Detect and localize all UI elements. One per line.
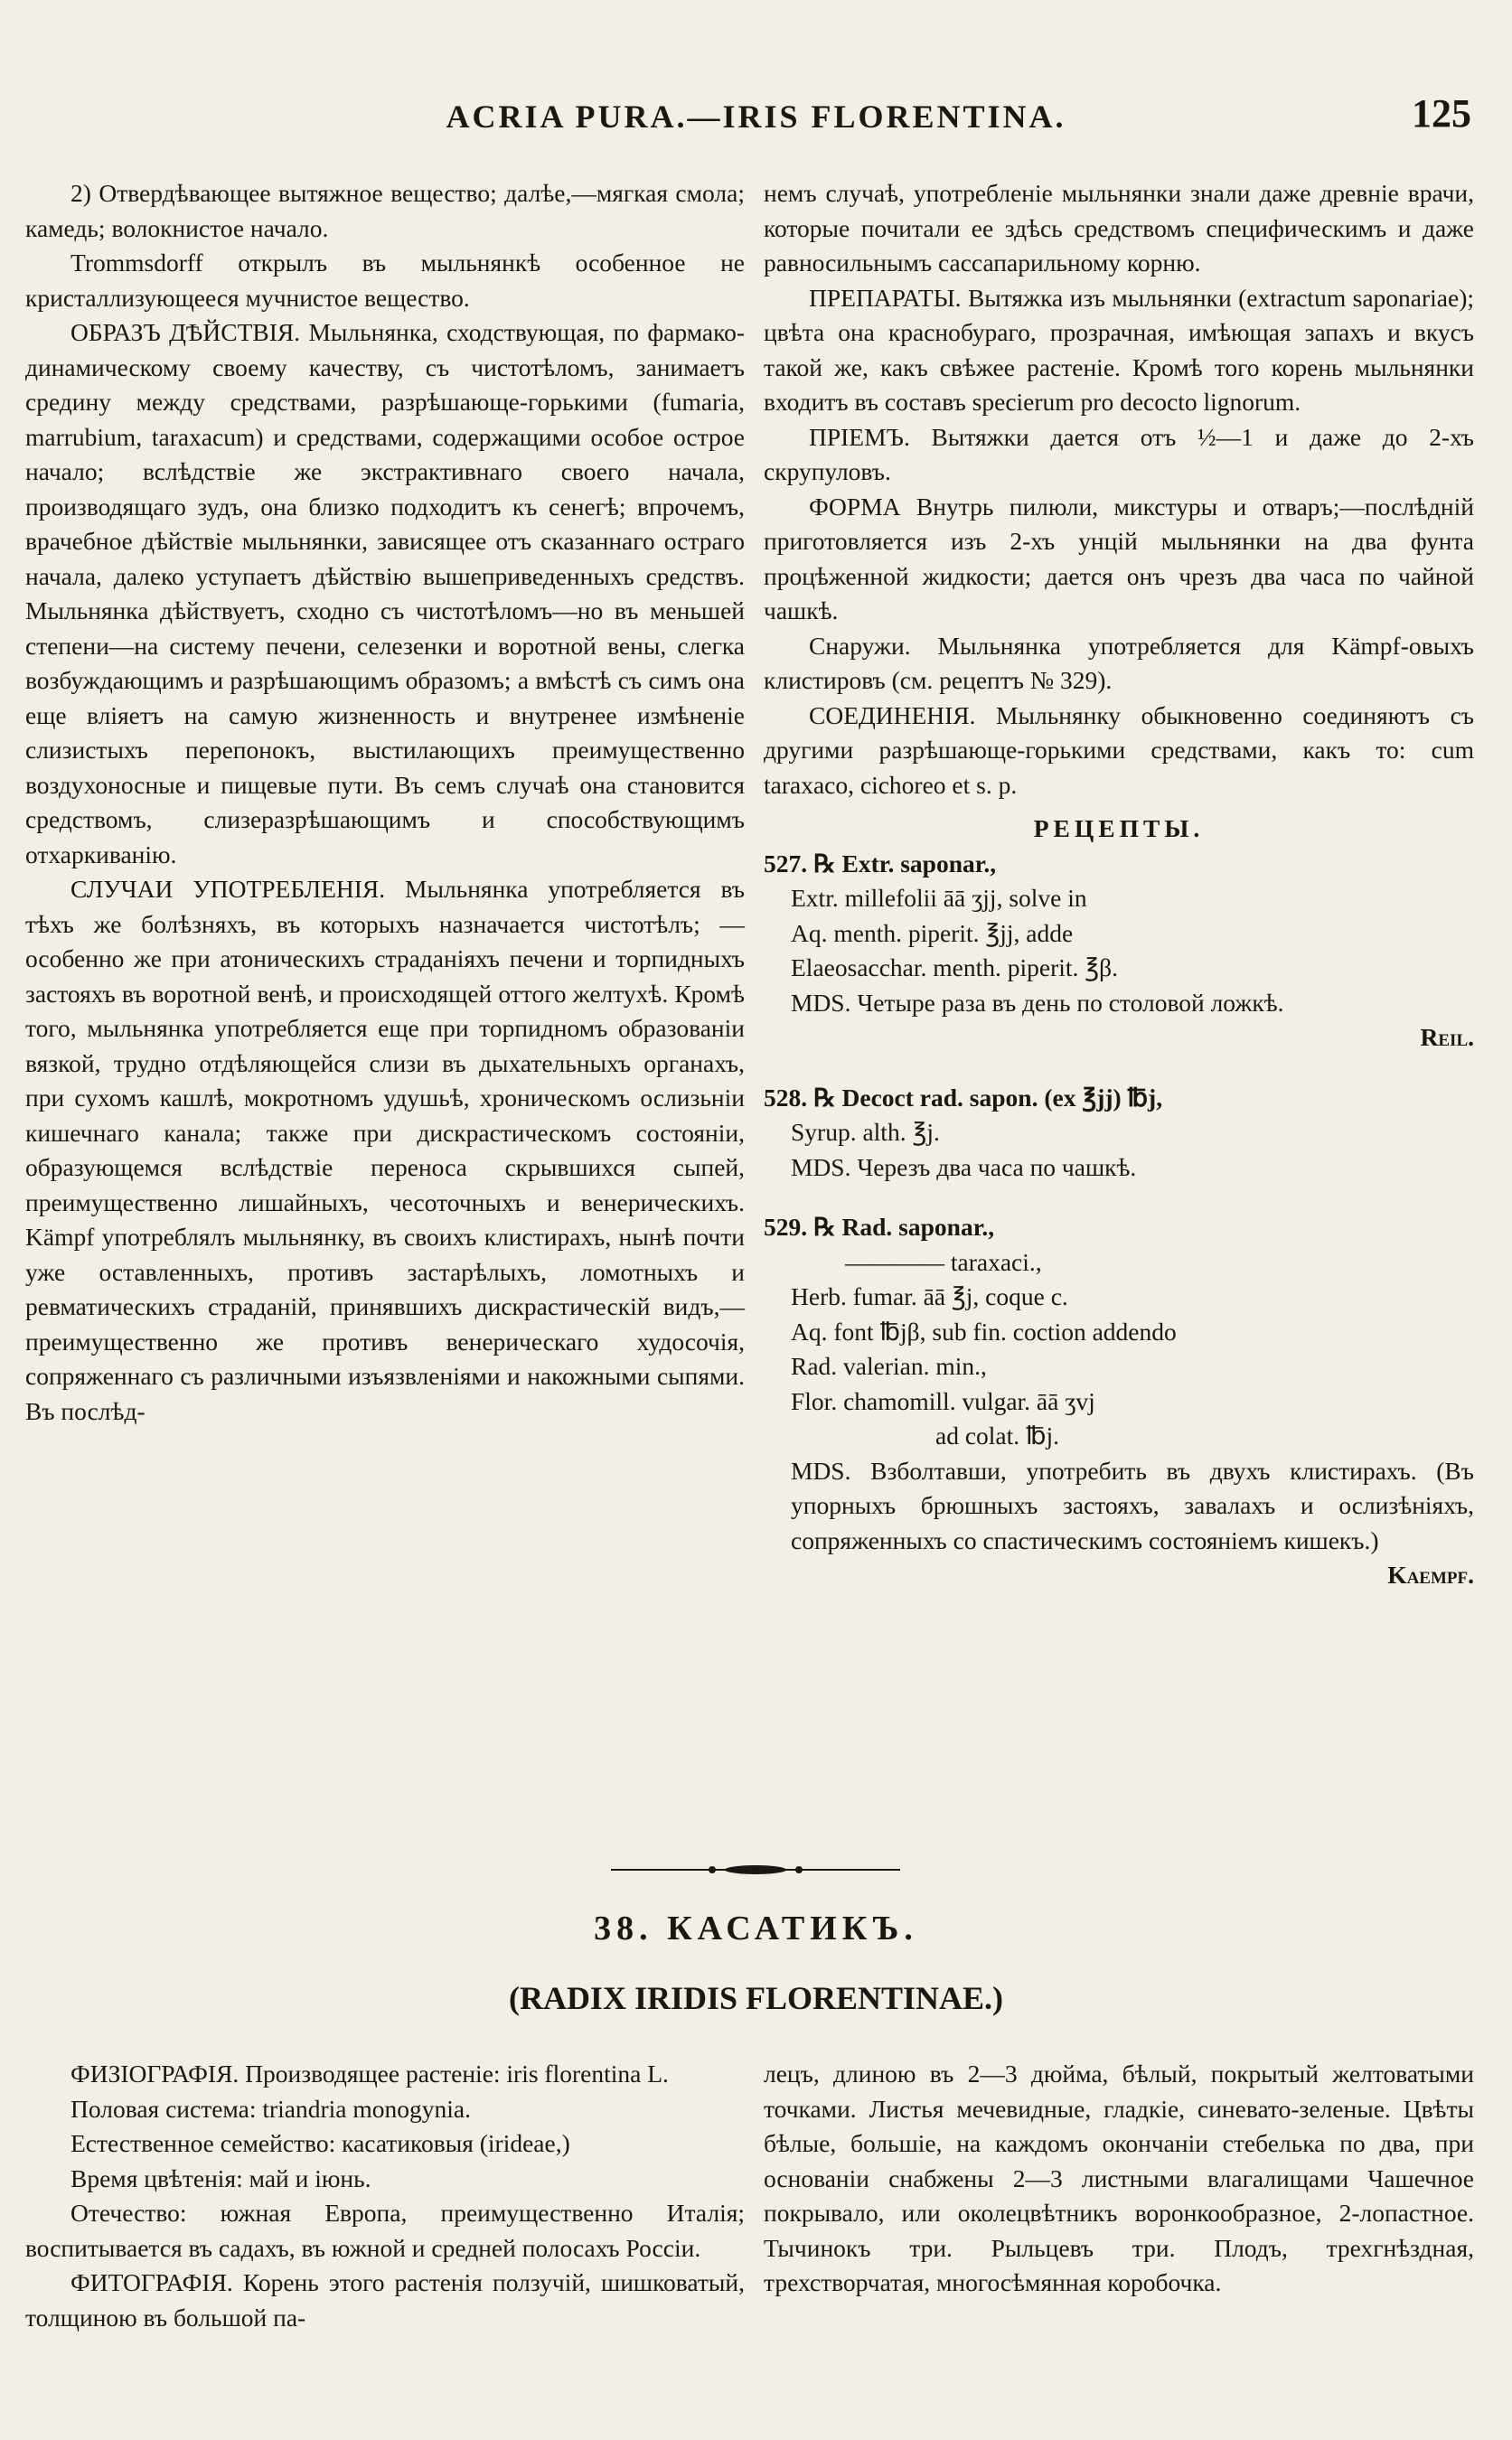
recipe-line: Flor. chamomill. vulgar. āā ʒvj [791, 1386, 1095, 1415]
paragraph: ФИЗІОГРАФІЯ. Производящее растеніе: iris florentina L. [70, 2060, 669, 2088]
page-number: 125 [1412, 91, 1471, 136]
right-column [764, 176, 1474, 1593]
section-title: 38. КАСАТИКЪ. [594, 1910, 918, 1947]
recipe-line: MDS. Четыре раза въ день по столовой ложкѣ. [791, 988, 1284, 1017]
paragraph: лецъ, длиною въ 2—3 дюйма, бѣлый, покрытый желтоватыми точками. Листья мечевидные, гладкіе, синевато-зеленые. Цвѣты бѣлые, большіе, на каждомъ окончаніи стебелька по два, при основаніи снабжены 2—3 листными влагалищами Чашечное покрывало, или околецвѣтникъ воронкообразное, 2-лопастное. Тычинокъ три. Рыльцевъ три. Плодъ, трехгнѣздная, трехстворчатая, многосѣмянная коробочка. [764, 2060, 1474, 2296]
recipe-528 [764, 1081, 1474, 1186]
paragraph: Trommsdorff открылъ въ мыльнянкѣ особенное не кристаллизующееся мучнистое вещество. [25, 249, 745, 312]
paragraph: Отечество: южная Европа, преимущественно Италія; воспитывается въ садахъ, въ южной и средней полосахъ Россіи. [25, 2199, 745, 2262]
paragraph: 2) Отвердѣвающее вытяжное вещество; далѣе,—мягкая смола; камедь; волокнистое начало. [25, 179, 745, 242]
recipe-line: ———— taraxaci., [845, 1247, 1042, 1276]
bottom-left-column [25, 2057, 745, 2335]
recipe-line: MDS. Черезъ два часа по чашкѣ. [791, 1152, 1137, 1181]
paragraph: Естественное семейство: касатиковыя (irideae,) [70, 2129, 570, 2157]
recipe-line: Herb. fumar. āā ℥j, coque c. [791, 1282, 1068, 1310]
paragraph: Снаружи. Мыльнянка употребляется для Kämpf-овыхъ клистировъ (см. рецептъ № 329). [764, 631, 1474, 694]
recipe-line: 527. ℞ Extr. saponar., [764, 849, 997, 877]
recipe-line: Aq. font ℔jβ, sub fin. coction addendo [791, 1317, 1177, 1346]
paragraph: ПРЕПАРАТЫ. Вытяжка изъ мыльнянки (extractum saponariae); цвѣта она краснобураго, прозрачная, имѣющая запахъ и вкусъ такой же, какъ свѣжее растеніе. Кромѣ того корень мыльнянки входитъ въ составъ specierum pro decocto lignorum. [764, 283, 1474, 416]
recipe-line: Elaeosacchar. menth. piperit. ℥β. [791, 953, 1119, 981]
paragraph: ФИТОГРАФІЯ. Корень этого растенія ползучій, шишковатый, толщиною въ большой па- [25, 2268, 745, 2332]
recipe-529 [764, 1210, 1474, 1593]
paragraph: немъ случаѣ, употребленіе мыльнянки знали даже древніе врачи, которые почитали ее здѣсь средствомъ специфическимъ и даже равносильнымъ сассапарильному корню. [764, 179, 1474, 277]
paragraph: Половая система: triandria monogynia. [70, 2094, 471, 2123]
left-column [25, 176, 745, 1429]
paragraph: ПРІЕМЪ. Вытяжки дается отъ ½—1 и даже до 2-хъ скрупуловъ. [764, 422, 1474, 485]
running-head: ACRIA PURA.—IRIS FLORENTINA. [446, 99, 1066, 135]
recipes-heading: РЕЦЕПТЫ. [1033, 814, 1205, 842]
recipe-author: Reil. [1420, 1023, 1474, 1051]
ornament-divider [611, 1861, 900, 1879]
section-subtitle: (RADIX IRIDIS FLORENTINAE.) [508, 1980, 1004, 2016]
recipe-527 [764, 847, 1474, 1056]
recipe-line: Aq. menth. piperit. ℥jj, adde [791, 918, 1074, 947]
recipe-line: 529. ℞ Rad. saponar., [764, 1213, 995, 1241]
recipe-line: Rad. valerian. min., [791, 1352, 987, 1380]
bottom-right-column [764, 2057, 1474, 2301]
paragraph: ФОРМА Внутрь пилюли, микстуры и отваръ;—послѣдній приготовляется изъ 2-хъ унцій мыльнянки на два фунта процѣженной жидкости; дается онъ чрезъ два часа по чайной чашкѣ. [764, 492, 1474, 624]
recipe-line: Extr. millefolii āā ʒjj, solve in [791, 884, 1087, 912]
recipe-line: ad colat. ℔j. [935, 1422, 1060, 1450]
paragraph: ОБРАЗЪ ДѢЙСТВІЯ. Мыльнянка, сходствующая, по фармако-динамическому своему качеству, съ чистотѣломъ, занимаетъ средину между средствами, разрѣшающе-горькими (fumaria, marrubium, taraxacum) и средствами, содержащими особое острое начало; вслѣдствіе же экстрактивнаго своего начала, производящаго зудъ, она близко подходитъ къ сенегѣ; впрочемъ, врачебное дѣйствіе мыльнянки, зависящее отъ сказаннаго остраго начала, далеко уступаетъ дѣйствію вышеприведенныхъ средствъ. Мыльнянка дѣйствуетъ, сходно съ чистотѣломъ—но въ меньшей степени—на систему печени, селезенки и воротной вены, слегка возбуждающимъ и разрѣшающимъ образомъ; а вмѣстѣ съ симъ она еще вліяетъ на самую жизненность и внутренее измѣненіе слизистыхъ перепонокъ, выстилающихъ преимущественно воздухоносные и пищевые пути. Въ семъ случаѣ она становится средствомъ, слизеразрѣшающимъ и способствующимъ отхаркиванію. [25, 318, 745, 868]
recipe-line: Syrup. alth. ℥j. [791, 1118, 940, 1146]
recipe-author: Kaempf. [1387, 1561, 1474, 1589]
paragraph: СЛУЧАИ УПОТРЕБЛЕНІЯ. Мыльнянка употребляется въ тѣхъ же болѣзняхъ, въ которыхъ назначается чистотѣлъ; — особенно же при атоническихъ страданіяхъ печени и торпидныхъ застояхъ въ воротной венѣ, и происходящей оттого желтухѣ. Кромѣ того, мыльнянка употребляется еще при торпидномъ образованіи вязкой, трудно отдѣляющейся слизи въ дыхательныхъ органахъ, при сухомъ кашлѣ, мокротномъ удушьѣ, хроническомъ ослизьніи кишечнаго канала; также при дискрастическомъ состояніи, образующемся вслѣдствіе переноса скрывшихся сыпей, преимущественно лишайныхъ, чесоточныхъ и венерическихъ. Kämpf употреблялъ мыльнянку, въ своихъ клистирахъ, нынѣ почти уже оставленныхъ, противъ застарѣлыхъ, ломотныхъ и ревматическихъ страданій, принявшихъ дискрастическій видъ,—преимущественно же противъ венерическаго худосочія, сопряженнаго съ различными изъязвленіями и накожными сыпями. Въ послѣд- [25, 875, 745, 1425]
paragraph: Время цвѣтенія: май и іюнь. [70, 2163, 371, 2192]
recipe-line: MDS. Взболтавши, употребить въ двухъ клистирахъ. (Въ упорныхъ брюшныхъ застояхъ, завалахъ и ослизѣніяхъ, сопряженныхъ со спастическимъ состояніемъ кишекъ.) [791, 1456, 1474, 1554]
recipe-line: 528. ℞ Decoct rad. sapon. (ex ℥jj) ℔j, [764, 1083, 1163, 1112]
paragraph: СОЕДИНЕНІЯ. Мыльнянку обыкновенно соединяютъ съ другими разрѣшающе-горькими средствами, какъ то: cum taraxaco, cichoreo et s. p. [764, 700, 1474, 799]
